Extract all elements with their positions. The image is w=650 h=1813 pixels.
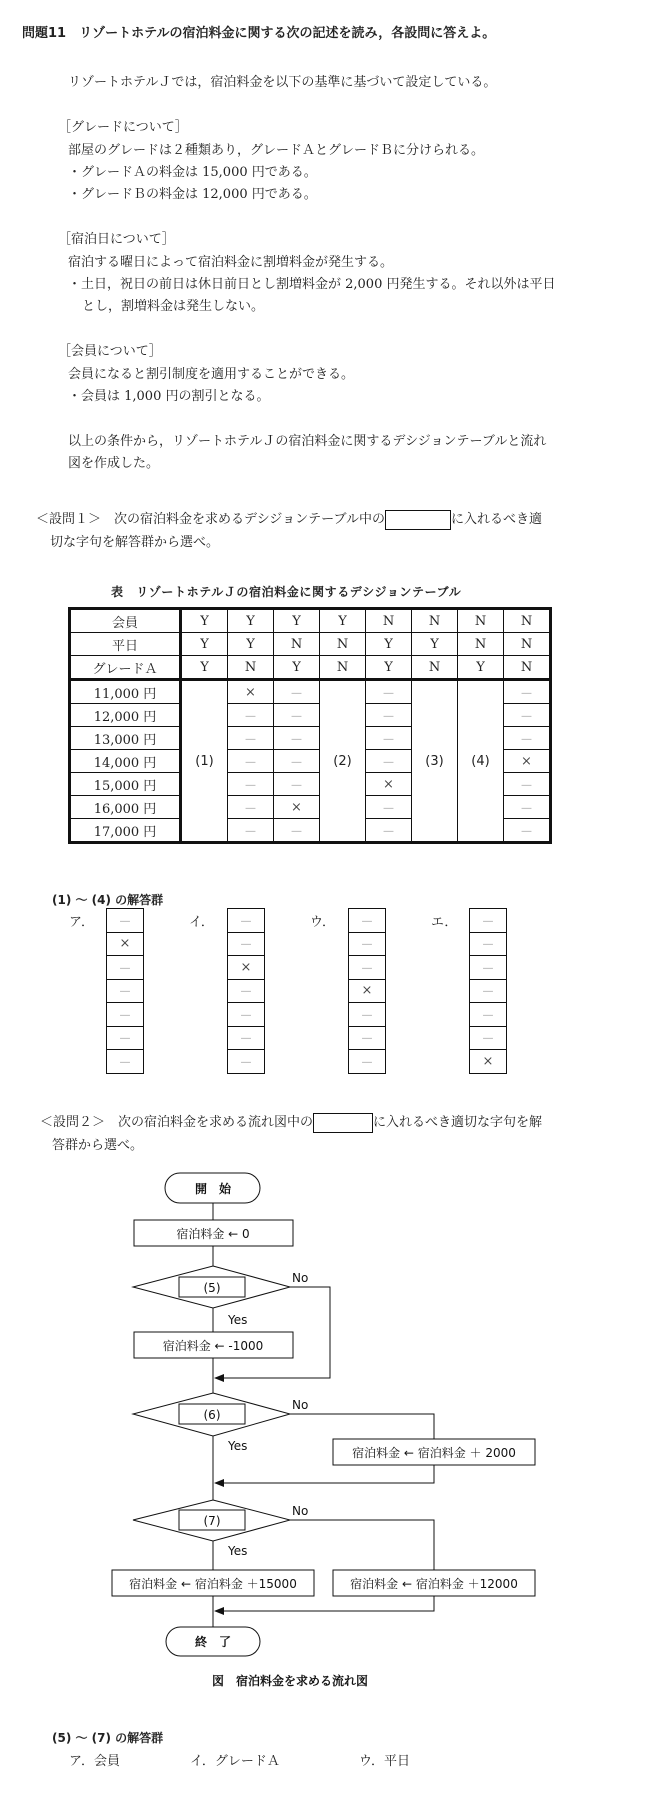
action-cell: －	[274, 704, 320, 727]
answer-cell: －	[107, 956, 144, 980]
action-cell: －	[504, 680, 551, 704]
condition-cell: N	[458, 609, 504, 633]
action-cell: －	[274, 727, 320, 750]
answer-cell: －	[107, 1026, 144, 1050]
condition-cell: Y	[228, 633, 274, 656]
flow-no-label: No	[292, 1504, 309, 1518]
flow-grade-b-label: 宿泊料金 ← 宿泊料金 ＋12000	[350, 1577, 518, 1591]
condition-cell: Y	[412, 633, 458, 656]
flow-surcharge-label: 宿泊料金 ← 宿泊料金 ＋ 2000	[352, 1446, 516, 1460]
condition-cell: Y	[458, 656, 504, 680]
answer-cell: －	[228, 1003, 265, 1027]
condition-cell: Y	[274, 656, 320, 680]
condition-cell: Y	[366, 633, 412, 656]
answer-cell: ×	[349, 979, 386, 1003]
arrow-icon	[214, 1607, 224, 1615]
answer-cell: ×	[107, 932, 144, 956]
action-cell: －	[274, 680, 320, 704]
question2-text-before: ＜設問２＞ 次の宿泊料金を求める流れ図中の	[40, 1115, 314, 1130]
section-day-line: ・土日，祝日の前日は休日前日とし割増料金が 2,000 円発生する。それ以外は平日	[68, 277, 556, 292]
action-cell: ×	[504, 750, 551, 773]
answer-cell: －	[349, 1050, 386, 1074]
price-label: 13,000 円	[70, 727, 181, 750]
conclusion-line: 以上の条件から，リゾートホテルＪの宿泊料金に関するデシジョンテーブルと流れ	[68, 434, 547, 449]
condition-cell: Y	[181, 633, 228, 656]
flow-no-label: No	[292, 1271, 309, 1285]
answer-option-grade-a[interactable]: イ．グレードＡ	[190, 1754, 280, 1769]
answer-cell: －	[349, 909, 386, 933]
question2-text-after: に入れるべき適切な字句を解	[373, 1115, 543, 1130]
arrow-icon	[214, 1479, 224, 1487]
answer-group-2-heading: (5) ～ (7) の解答群	[52, 1731, 164, 1745]
answer-option-label: イ．	[189, 915, 214, 930]
blank-3: (3)	[412, 680, 458, 843]
price-label: 16,000 円	[70, 796, 181, 819]
action-cell: －	[366, 680, 412, 704]
flow-yes-label: Yes	[228, 1313, 248, 1327]
condition-label: 平日	[70, 633, 181, 656]
flow-cond7-label: (7)	[203, 1514, 221, 1528]
answer-cell: －	[107, 1003, 144, 1027]
condition-cell: N	[228, 656, 274, 680]
answer-option-label: ア．	[69, 915, 94, 930]
action-cell: －	[366, 727, 412, 750]
section-grade-line: ・グレードＡの料金は 15,000 円である。	[68, 165, 317, 180]
answer-cell: －	[349, 1003, 386, 1027]
answer-cell: －	[470, 979, 507, 1003]
answer-group-1-heading: (1) ～ (4) の解答群	[52, 893, 164, 907]
action-cell: －	[366, 704, 412, 727]
flow-grade-a-label: 宿泊料金 ← 宿泊料金 ＋15000	[129, 1577, 297, 1591]
condition-label: グレードＡ	[70, 656, 181, 680]
section-member-heading: ［会員について］	[58, 344, 162, 359]
answer-option-member[interactable]: ア．会員	[69, 1754, 120, 1769]
action-cell: －	[228, 750, 274, 773]
flow-no-label: No	[292, 1398, 309, 1412]
section-member-line: 会員になると割引制度を適用することができる。	[68, 367, 355, 382]
condition-cell: Y	[181, 609, 228, 633]
question1-text-after: に入れるべき適	[451, 512, 543, 527]
problem-title: 問題11 リゾートホテルの宿泊料金に関する次の記述を読み，各設問に答えよ。	[22, 26, 496, 41]
flow-yes-label: Yes	[228, 1439, 248, 1453]
action-cell: ×	[366, 773, 412, 796]
price-label: 14,000 円	[70, 750, 181, 773]
answer-cell: －	[349, 956, 386, 980]
action-cell: －	[504, 796, 551, 819]
section-grade-line: 部屋のグレードは２種類あり，グレードＡとグレードＢに分けられる。	[68, 143, 485, 158]
answer-cell: －	[349, 932, 386, 956]
action-cell: －	[366, 819, 412, 843]
answer-cell: －	[107, 979, 144, 1003]
section-grade-heading: ［グレードについて］	[58, 120, 188, 135]
price-label: 17,000 円	[70, 819, 181, 843]
action-cell: －	[228, 727, 274, 750]
answer-cell: －	[228, 1026, 265, 1050]
answer-option-weekday[interactable]: ウ．平日	[359, 1754, 410, 1769]
action-cell: －	[366, 750, 412, 773]
condition-cell: N	[412, 656, 458, 680]
flow-end-label: 終 了	[194, 1635, 232, 1649]
price-label: 11,000 円	[70, 680, 181, 704]
condition-cell: Y	[320, 609, 366, 633]
action-cell: －	[504, 773, 551, 796]
condition-cell: N	[504, 633, 551, 656]
blank-2: (2)	[320, 680, 366, 843]
answer-cell: －	[470, 909, 507, 933]
answer-cell: －	[107, 909, 144, 933]
flow-start-label: 開 始	[194, 1182, 232, 1196]
answer-cell: －	[470, 956, 507, 980]
section-day-line: 宿泊する曜日によって宿泊料金に割増料金が発生する。	[68, 255, 394, 270]
action-cell: －	[228, 773, 274, 796]
condition-cell: Y	[181, 656, 228, 680]
answer-cell: ×	[470, 1050, 507, 1074]
price-label: 15,000 円	[70, 773, 181, 796]
answer-cell: －	[228, 979, 265, 1003]
action-cell: －	[274, 750, 320, 773]
condition-cell: N	[458, 633, 504, 656]
condition-cell: N	[366, 609, 412, 633]
answer-cell: －	[470, 932, 507, 956]
action-cell: －	[504, 704, 551, 727]
price-label: 12,000 円	[70, 704, 181, 727]
condition-cell: N	[320, 656, 366, 680]
flow-yes-label: Yes	[228, 1544, 248, 1558]
condition-cell: Y	[274, 609, 320, 633]
answer-cell: －	[470, 1026, 507, 1050]
question1-line2: 切な字句を解答群から選べ。	[50, 535, 220, 550]
section-day-heading: ［宿泊日について］	[58, 232, 175, 247]
arrow-icon	[214, 1374, 224, 1382]
flow-init-label: 宿泊料金 ← 0	[176, 1227, 250, 1241]
condition-cell: N	[320, 633, 366, 656]
action-cell: －	[504, 819, 551, 843]
condition-cell: Y	[228, 609, 274, 633]
question2-line2: 答群から選べ。	[52, 1138, 144, 1153]
action-cell: －	[228, 704, 274, 727]
answer-cell: －	[228, 932, 265, 956]
action-cell: ×	[274, 796, 320, 819]
intro-text: リゾートホテルＪでは，宿泊料金を以下の基準に基づいて設定している。	[68, 75, 497, 90]
action-cell: －	[504, 727, 551, 750]
flow-cond6-label: (6)	[203, 1408, 221, 1422]
section-member-line: ・会員は 1,000 円の割引となる。	[68, 389, 270, 404]
answer-cell: ×	[228, 956, 265, 980]
condition-label: 会員	[70, 609, 181, 633]
action-cell: －	[274, 773, 320, 796]
flowchart-caption: 図 宿泊料金を求める流れ図	[211, 1674, 369, 1688]
condition-cell: N	[274, 633, 320, 656]
action-cell: ×	[228, 680, 274, 704]
action-cell: －	[228, 796, 274, 819]
flow-cond5-label: (5)	[203, 1281, 221, 1295]
conclusion-line: 図を作成した。	[68, 456, 160, 471]
action-cell: －	[274, 819, 320, 843]
answer-cell: －	[470, 1003, 507, 1027]
action-cell: －	[228, 819, 274, 843]
question1-text-before: ＜設問１＞ 次の宿泊料金を求めるデシジョンテーブル中の	[36, 512, 385, 527]
condition-cell: N	[504, 656, 551, 680]
blank-4: (4)	[458, 680, 504, 843]
action-cell: －	[366, 796, 412, 819]
answer-cell: －	[349, 1026, 386, 1050]
section-day-line: とし，割増料金は発生しない。	[82, 299, 265, 314]
flow-discount-label: 宿泊料金 ← -1000	[162, 1339, 264, 1353]
section-grade-line: ・グレードＢの料金は 12,000 円である。	[68, 187, 317, 202]
answer-option-label: ウ．	[310, 915, 335, 930]
condition-cell: N	[504, 609, 551, 633]
blank-1: (1)	[181, 680, 228, 843]
table-caption: 表 リゾートホテルＪの宿泊料金に関するデシジョンテーブル	[111, 585, 462, 599]
answer-cell: －	[228, 909, 265, 933]
answer-cell: －	[107, 1050, 144, 1074]
answer-option-label: エ．	[431, 915, 458, 930]
condition-cell: Y	[366, 656, 412, 680]
answer-cell: －	[228, 1050, 265, 1074]
condition-cell: N	[412, 609, 458, 633]
